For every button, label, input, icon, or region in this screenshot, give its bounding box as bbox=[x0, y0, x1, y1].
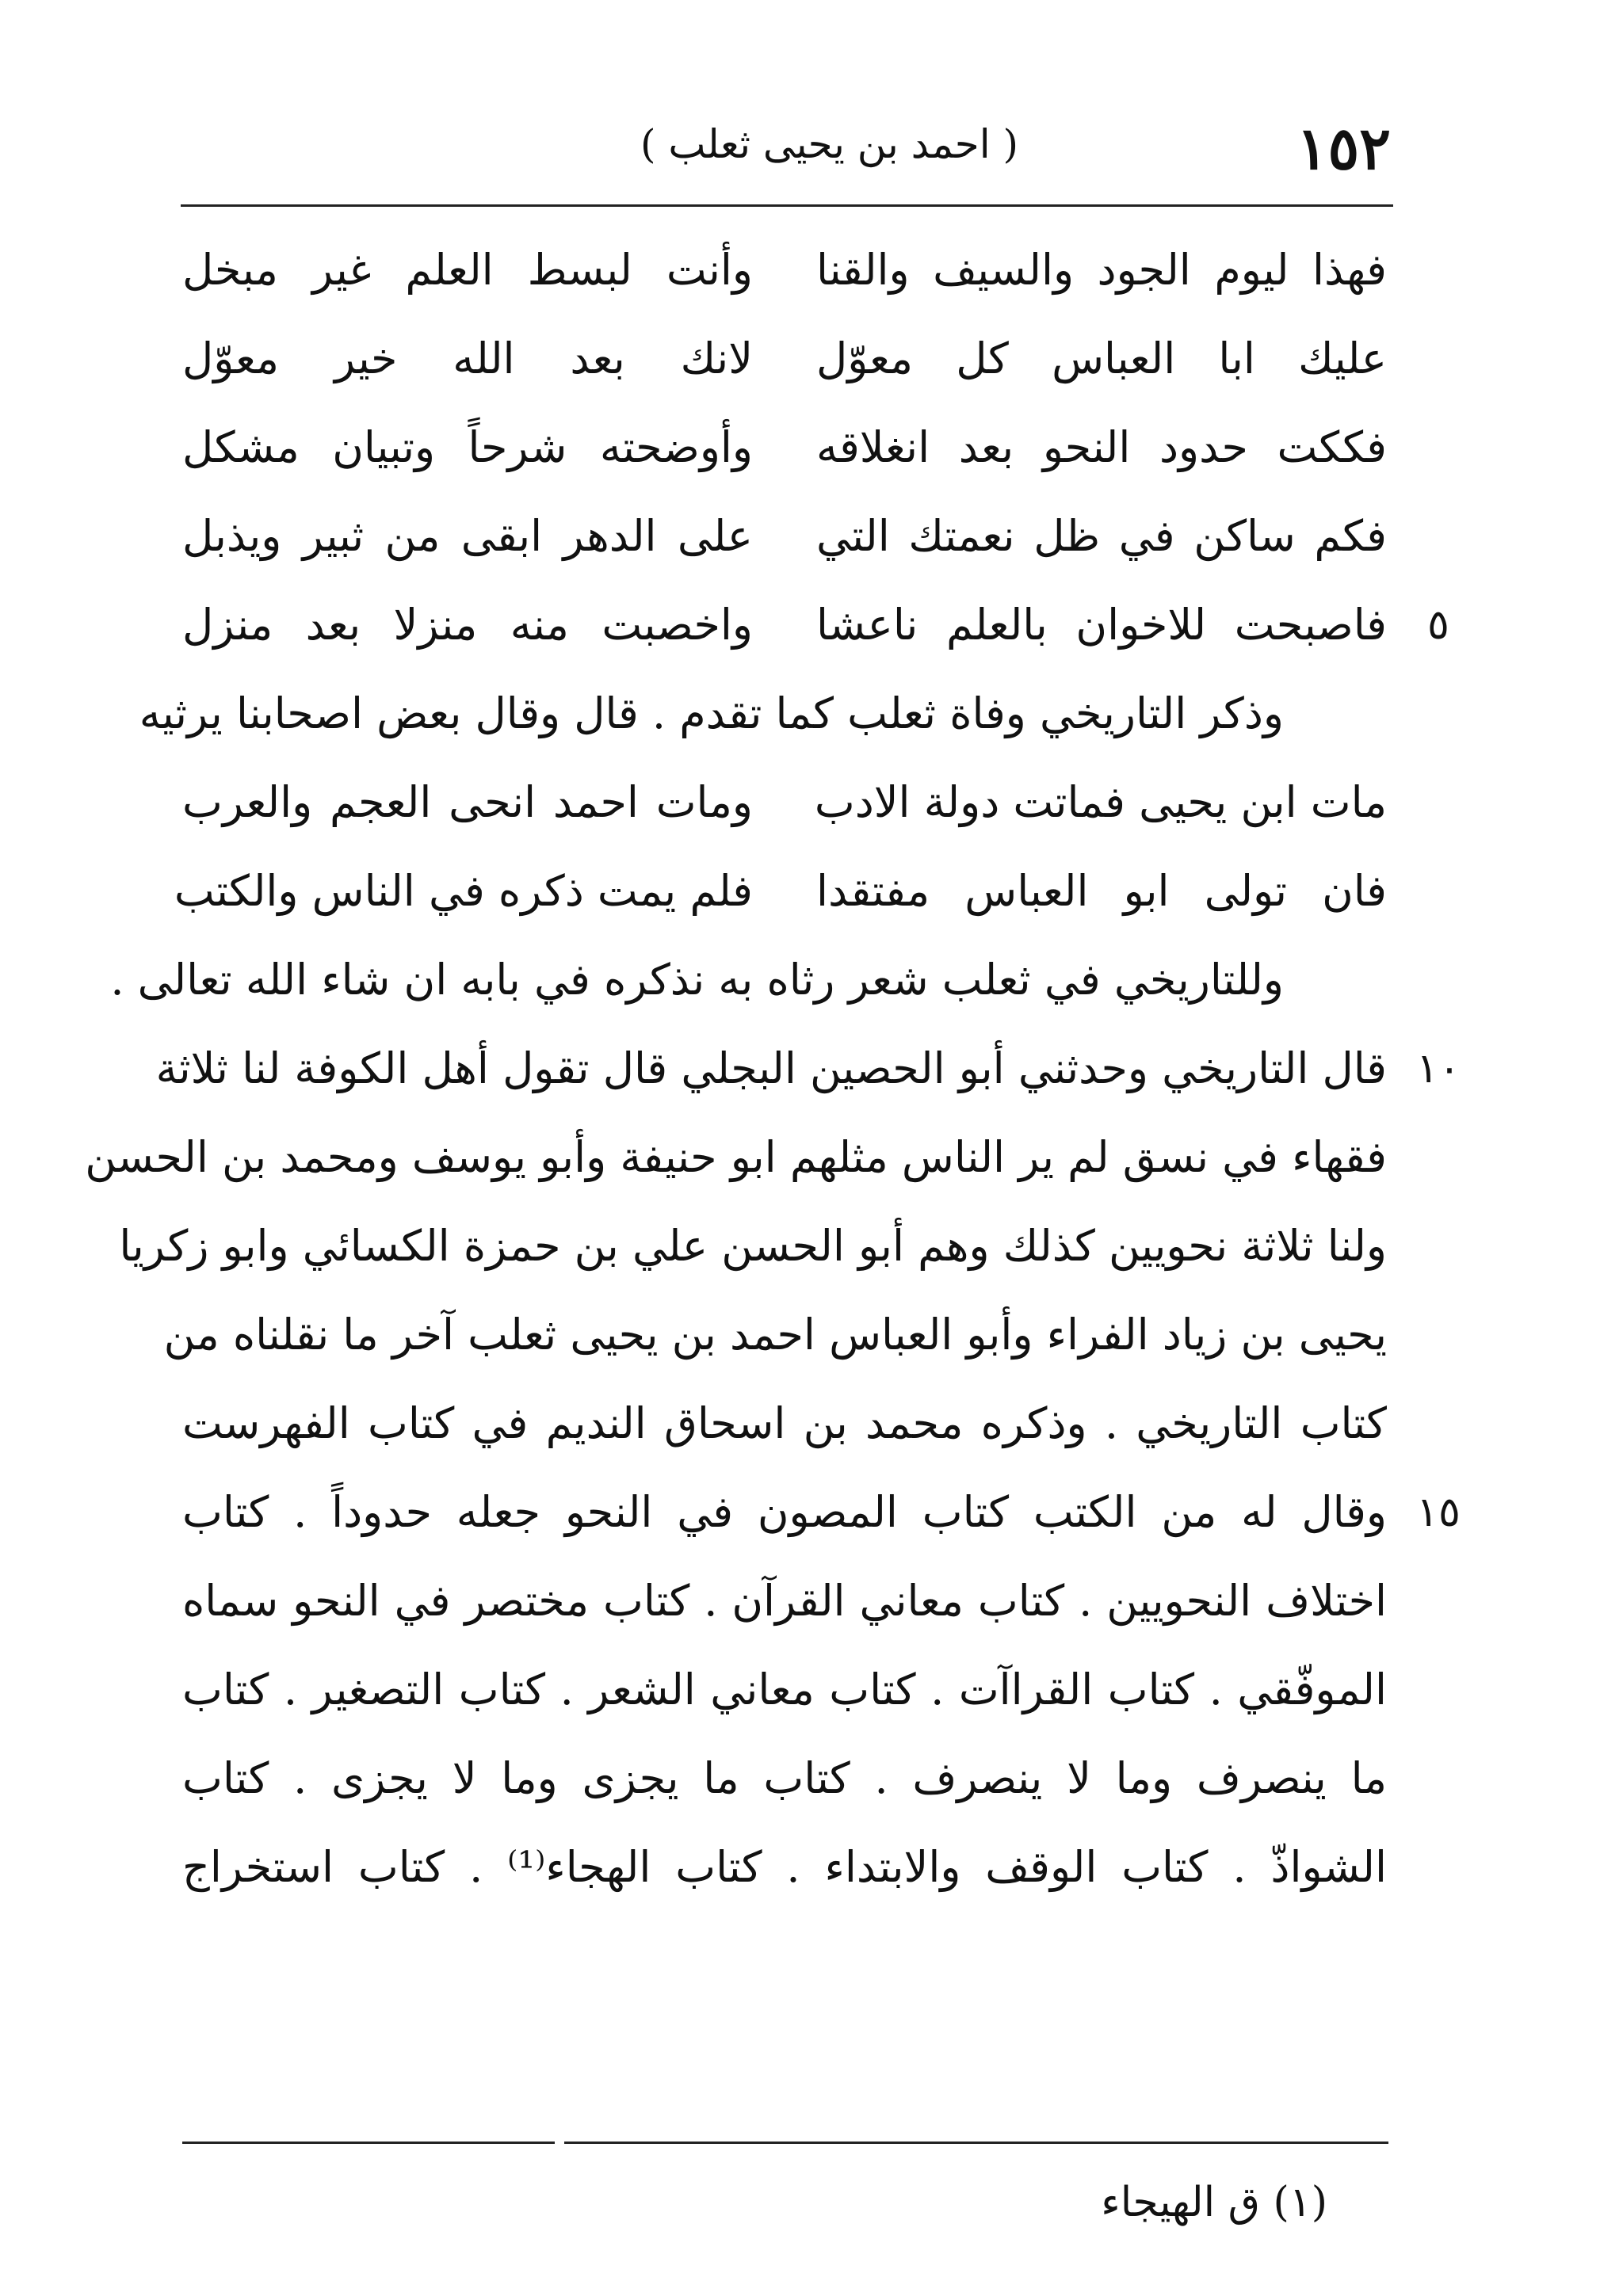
footnote-rule bbox=[182, 2142, 555, 2144]
page-number: ١٥٢ bbox=[1296, 115, 1391, 183]
verse-second-hemistich: فلم يمت ذكره في الناس والكتب bbox=[174, 866, 753, 916]
verse-first-hemistich: فكم ساكن في ظل نعمتك التي bbox=[816, 511, 1387, 561]
prose-line bbox=[155, 1024, 1387, 1113]
verse-second-hemistich: وأنت لبسط العلم غير مبخل bbox=[182, 245, 753, 295]
prose-text: وذكر التاريخي وفاة ثعلب كما تقدم . قال وقال بعض اصحابنا يرثيه bbox=[139, 688, 1284, 738]
prose-text: وقال له من الكتب كتاب المصون في النحو جعله حدوداً . كتاب bbox=[182, 1487, 1387, 1537]
verse-line bbox=[182, 581, 1387, 669]
verse-line bbox=[182, 315, 1387, 403]
prose-line bbox=[182, 1646, 1387, 1734]
verse-first-hemistich: مات ابن يحيى فماتت دولة الادب bbox=[814, 777, 1387, 827]
prose-text: فقهاء في نسق لم ير الناس مثلهم ابو حنيفة وأبو يوسف ومحمد بن الحسن bbox=[85, 1132, 1387, 1182]
prose-line bbox=[85, 1113, 1387, 1202]
verse-line bbox=[182, 403, 1387, 492]
verse-first-hemistich: فككت حدود النحو بعد انغلاقه bbox=[816, 422, 1387, 472]
verse-first-hemistich: فهذا ليوم الجود والسيف والقنا bbox=[816, 245, 1387, 295]
verse-first-hemistich: فان تولى ابو العباس مفتقدا bbox=[816, 866, 1387, 916]
verse-line bbox=[174, 847, 1387, 936]
prose-text: كتاب التاريخي . وذكره محمد بن اسحاق النديم في كتاب الفهرست bbox=[182, 1398, 1387, 1448]
verse-second-hemistich: على الدهر ابقى من ثبير ويذبل bbox=[182, 511, 753, 561]
prose-line bbox=[182, 1468, 1387, 1557]
prose-line bbox=[163, 1291, 1387, 1379]
prose-text: ما ينصرف وما لا ينصرف . كتاب ما يجزى وما لا يجزى . كتاب bbox=[182, 1753, 1387, 1803]
verse-line bbox=[182, 758, 1387, 847]
prose-text: يحيى بن زياد الفراء وأبو العباس احمد بن يحيى ثعلب آخر ما نقلناه من bbox=[163, 1310, 1387, 1360]
verse-second-hemistich: واخصبت منه منزلا بعد منزل bbox=[182, 600, 753, 650]
footnote: (١) ق الهيجاء bbox=[1101, 2179, 1327, 2226]
verse-second-hemistich: لانك بعد الله خير معوّل bbox=[182, 334, 753, 383]
header-rule bbox=[181, 204, 1393, 207]
verse-first-hemistich: فاصبحت للاخوان بالعلم ناعشا bbox=[816, 600, 1387, 650]
verse-first-hemistich: عليك ابا العباس كل معوّل bbox=[816, 334, 1387, 383]
page-header bbox=[182, 115, 1391, 190]
prose-line bbox=[119, 1202, 1387, 1291]
line-number-5: ٥ bbox=[1427, 601, 1449, 649]
prose-text: ولنا ثلاثة نحويين كذلك وهم أبو الحسن علي بن حمزة الكسائي وابو زكريا bbox=[119, 1221, 1387, 1271]
prose-line bbox=[182, 1379, 1387, 1468]
verse-line bbox=[182, 226, 1387, 315]
prose-line bbox=[110, 936, 1387, 1024]
footnote-rule bbox=[564, 2142, 1388, 2144]
verse-second-hemistich: ومات احمد انحى العجم والعرب bbox=[182, 777, 753, 827]
verse-second-hemistich: وأوضحته شرحاً وتبيان مشكل bbox=[182, 422, 753, 472]
prose-text: قال التاريخي وحدثني أبو الحصين البجلي قال تقول أهل الكوفة لنا ثلاثة bbox=[155, 1043, 1387, 1093]
prose-text: اختلاف النحويين . كتاب معاني القرآن . كتاب مختصر في النحو سماه bbox=[182, 1576, 1387, 1626]
prose-line bbox=[182, 1734, 1387, 1823]
prose-text: وللتاريخي في ثعلب شعر رثاه به نذكره في بابه ان شاء الله تعالى . bbox=[110, 955, 1284, 1005]
prose-text: الموفّقي . كتاب القراآت . كتاب معاني الشعر . كتاب التصغير . كتاب bbox=[182, 1665, 1387, 1714]
line-number-10: ١٠ bbox=[1416, 1045, 1461, 1093]
prose-line bbox=[182, 1823, 1387, 1912]
running-title: ( احمد بن يحيى ثعلب ) bbox=[640, 121, 1018, 167]
line-number-15: ١٥ bbox=[1416, 1489, 1461, 1536]
prose-line bbox=[182, 1557, 1387, 1646]
prose-line bbox=[139, 669, 1387, 758]
verse-line bbox=[182, 492, 1387, 581]
prose-text: الشواذّ . كتاب الوقف والابتداء . كتاب الهجاء⁽¹⁾ . كتاب استخراج bbox=[182, 1842, 1387, 1892]
